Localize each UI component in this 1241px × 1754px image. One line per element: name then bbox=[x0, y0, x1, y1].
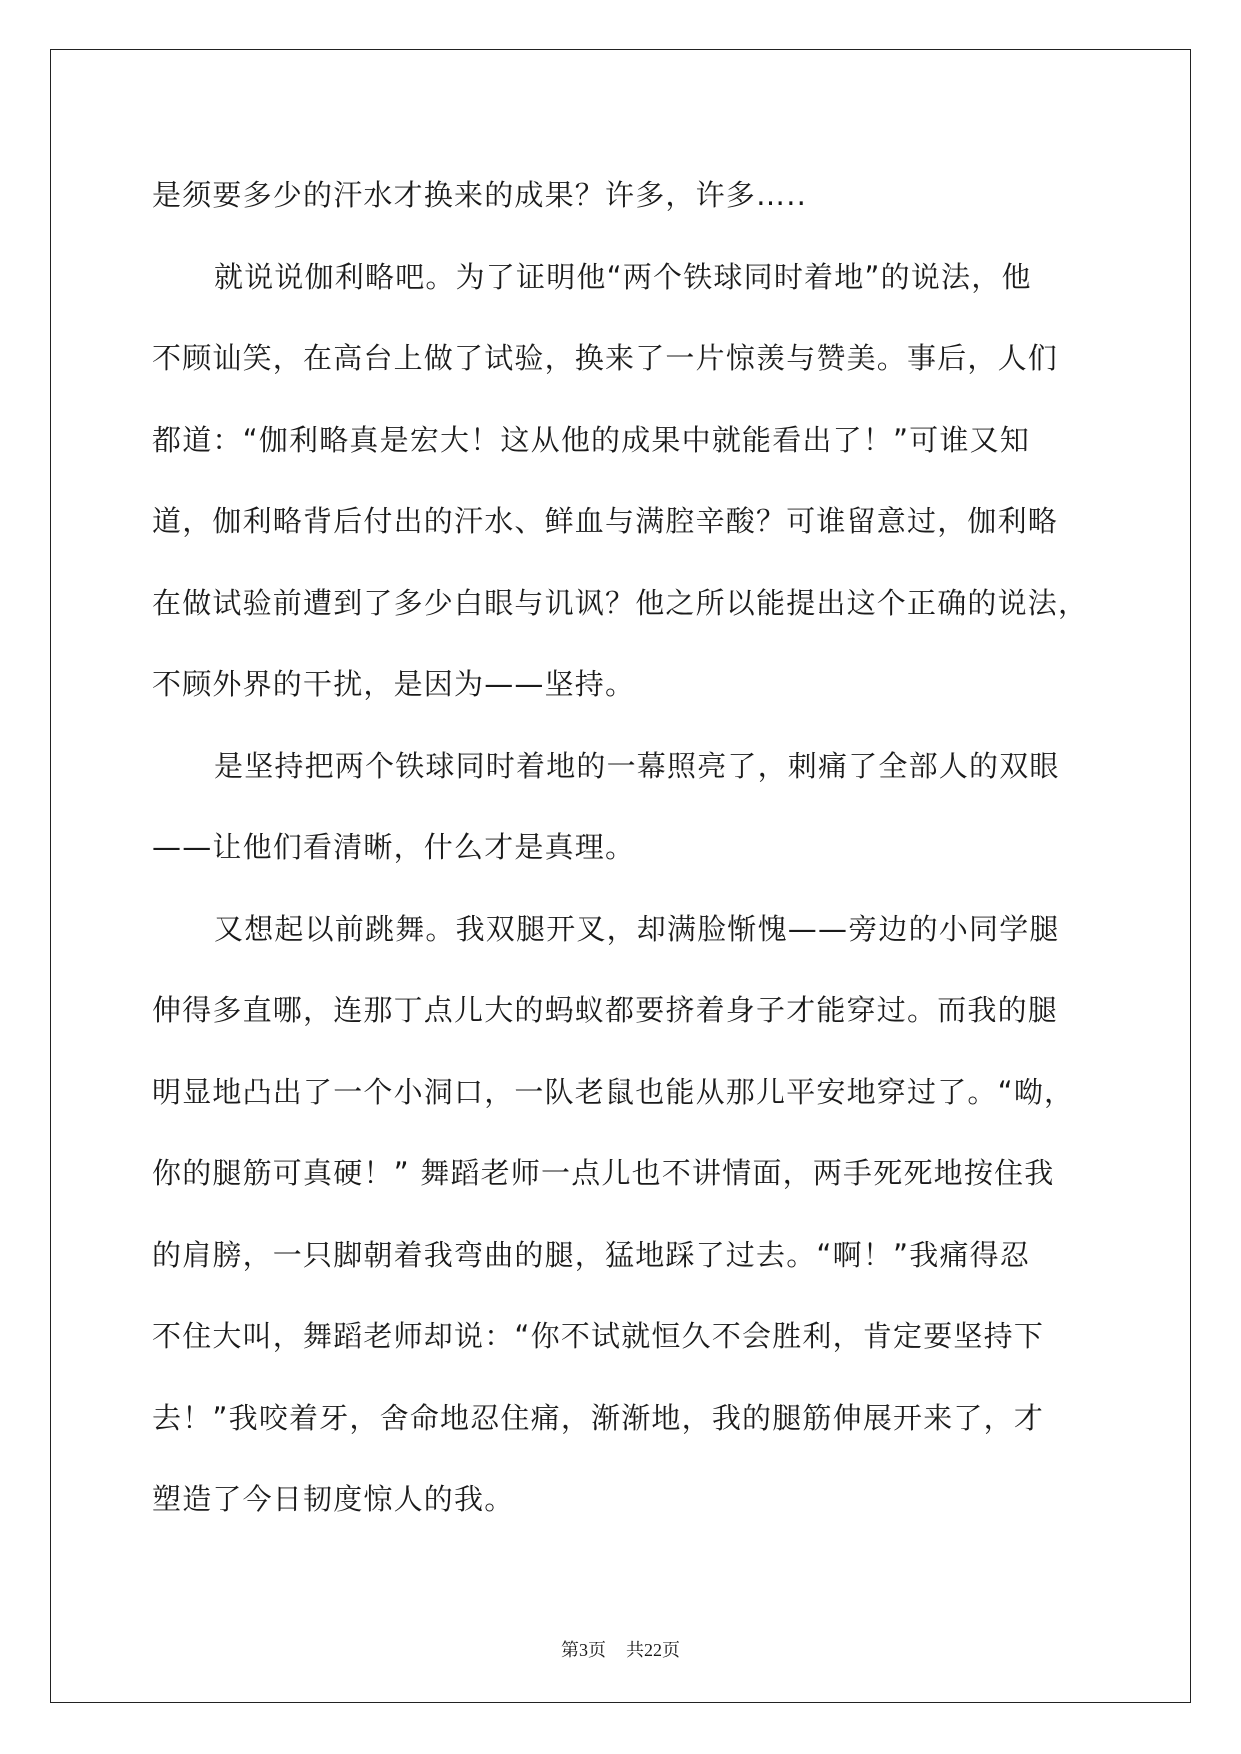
text-line: 不顾讪笑，在高台上做了试验，换来了一片惊羡与赞美。事后，人们 bbox=[152, 341, 1059, 375]
text-line: 塑造了今日韧度惊人的我。 bbox=[152, 1482, 515, 1516]
text-line: 都道：“伽利略真是宏大！这从他的成果中就能看出了！”可谁又知 bbox=[152, 422, 1031, 457]
text-line: 明显地凸出了一个小洞口，一队老鼠也能从那儿平安地穿过了。“呦， bbox=[152, 1074, 1075, 1109]
text-line: 又想起以前跳舞。我双腿开叉，却满脸惭愧——旁边的小同学腿 bbox=[214, 911, 1060, 946]
text-line: 不顾外界的干扰，是因为——坚持。 bbox=[152, 667, 636, 701]
text-line: 道，伽利略背后付出的汗水、鲜血与满腔辛酸？可谁留意过，伽利略 bbox=[152, 504, 1059, 538]
text-line: 你的腿筋可真硬！” 舞蹈老师一点儿也不讲情面，两手死死地按住我 bbox=[152, 1156, 1055, 1190]
text-line: 在做试验前遭到了多少白眼与讥讽？他之所以能提出这个正确的说法， bbox=[152, 585, 1089, 620]
text-line: 是须要多少的汗水才换来的成果？许多，许多….. bbox=[152, 178, 808, 212]
text-line: 不住大叫，舞蹈老师却说：“你不试就恒久不会胜利，肯定要坚持下 bbox=[152, 1319, 1045, 1353]
page-total: 共22页 bbox=[626, 1640, 680, 1660]
text-line: 就说说伽利略吧。为了证明他“两个铁球同时着地”的说法，他 bbox=[214, 259, 1032, 294]
text-line: 是坚持把两个铁球同时着地的一幕照亮了，刺痛了全部人的双眼 bbox=[214, 748, 1060, 783]
text-line: 去！”我咬着牙，舍命地忍住痛，渐渐地，我的腿筋伸展开来了，才 bbox=[152, 1400, 1045, 1435]
page-number: 第3页 bbox=[561, 1640, 606, 1660]
text-line: 的肩膀，一只脚朝着我弯曲的腿，猛地踩了过去。“啊！”我痛得忍 bbox=[152, 1237, 1031, 1272]
document-body bbox=[152, 165, 1092, 1551]
page-footer bbox=[0, 1636, 1241, 1662]
text-line: ——让他们看清晰，什么才是真理。 bbox=[152, 830, 636, 864]
text-line: 伸得多直哪，连那丁点儿大的蚂蚁都要挤着身子才能穿过。而我的腿 bbox=[152, 993, 1059, 1027]
